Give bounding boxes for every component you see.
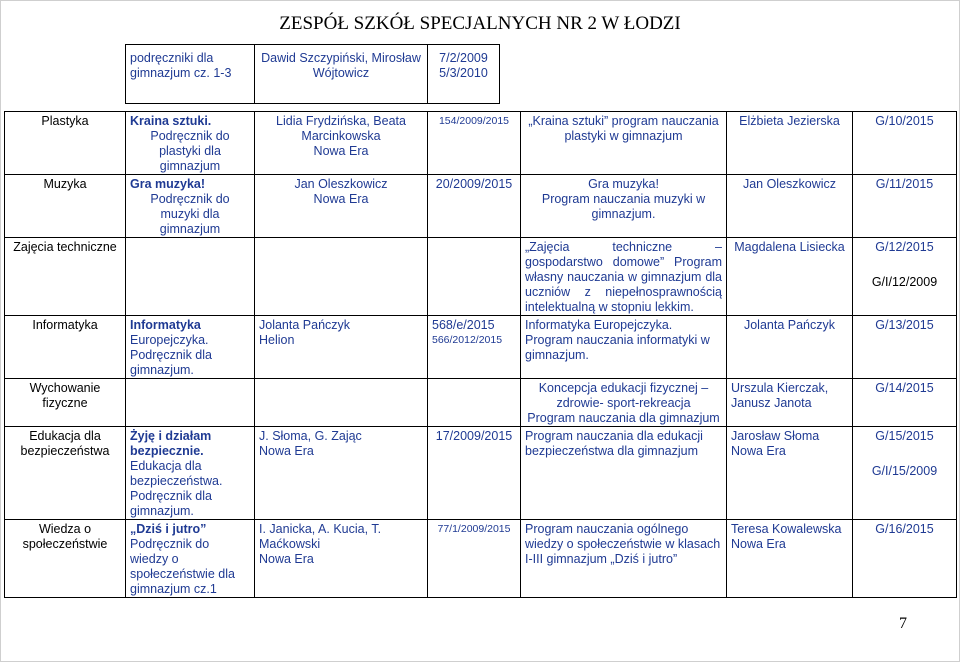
subject-cell: Muzyka [5,175,126,238]
top-fragment-table [125,44,500,104]
dates-cell: 7/2/2009 5/3/2010 [428,45,500,104]
book-cell: Gra muzyka! Podręcznik do muzyki dla gimnazjum [126,175,255,238]
table-row [5,316,957,379]
code-cell: G/11/2015 [853,175,957,238]
program-number-cell: 568/e/2015 566/2012/2015 [428,316,521,379]
table-row [5,520,957,598]
teacher-cell: Jolanta Pańczyk [727,316,853,379]
teacher-cell: Magdalena Lisiecka [727,238,853,316]
subject-cell: Wiedza o społeczeństwie [5,520,126,598]
teacher-cell: Elżbieta Jezierska [727,112,853,175]
table-row [5,175,957,238]
book-cell: Żyję i działam bezpiecznie. Edukacja dla bezpieczeństwa. Podręcznik dla gimnazjum. [126,427,255,520]
book-cell [126,238,255,316]
authors-cell: Dawid Szczypiński, Mirosław Wójtowicz [255,45,428,104]
program-cell: Koncepcja edukacji fizycznej – zdrowie- sport-rekreacja Program nauczania dla gimnazjum [521,379,727,427]
program-cell: „Kraina sztuki” program nauczania plastyki w gimnazjum [521,112,727,175]
programs-table [4,111,957,598]
code-cell: G/14/2015 [853,379,957,427]
teacher-cell: Jan Oleszkowicz [727,175,853,238]
teacher-cell: Jarosław Słoma Nowa Era [727,427,853,520]
authors-cell: Jolanta Pańczyk Helion [255,316,428,379]
authors-cell [255,238,428,316]
book-cell: Kraina sztuki. Podręcznik do plastyki dla gimnazjum [126,112,255,175]
table-row [126,45,500,104]
program-cell: Program nauczania dla edukacji bezpieczeństwa dla gimnazjum [521,427,727,520]
page-number: 7 [899,615,907,632]
page-title: ZESPÓŁ SZKÓŁ SPECJALNYCH NR 2 W ŁODZI [279,13,681,34]
book-cell [126,379,255,427]
program-number-cell: 154/2009/2015 [428,112,521,175]
table-row [5,238,957,316]
table-row [5,379,957,427]
program-number-cell: 17/2009/2015 [428,427,521,520]
program-cell: Program nauczania ogólnego wiedzy o społeczeństwie w klasach I-III gimnazjum „Dziś i jutro” [521,520,727,598]
code-cell: G/10/2015 [853,112,957,175]
subject-cell: Wychowanie fizyczne [5,379,126,427]
program-number-cell: 77/1/2009/2015 [428,520,521,598]
program-cell: „Zajęcia techniczne – gospodarstwo domowe” Program własny nauczania w gimnazjum dla uczniów z niepełnosprawnością intelektualną w stopniu lekkim. [521,238,727,316]
subject-cell: Informatyka [5,316,126,379]
book-cell: Informatyka Europejczyka. Podręcznik dla gimnazjum. [126,316,255,379]
program-cell: Informatyka Europejczyka. Program nauczania informatyki w gimnazjum. [521,316,727,379]
table-row [5,112,957,175]
teacher-cell: Teresa Kowalewska Nowa Era [727,520,853,598]
program-number-cell [428,379,521,427]
program-number-cell: 20/2009/2015 [428,175,521,238]
code-cell: G/15/2015 G/I/15/2009 [853,427,957,520]
program-cell: Gra muzyka! Program nauczania muzyki w gimnazjum. [521,175,727,238]
authors-cell: Jan Oleszkowicz Nowa Era [255,175,428,238]
authors-cell: Lidia Frydzińska, Beata Marcinkowska Nowa Era [255,112,428,175]
authors-cell [255,379,428,427]
table-row [5,427,957,520]
authors-cell: J. Słoma, G. Zając Nowa Era [255,427,428,520]
subject-cell: Plastyka [5,112,126,175]
teacher-cell: Urszula Kierczak, Janusz Janota [727,379,853,427]
code-cell: G/13/2015 [853,316,957,379]
book-cell: podręczniki dla gimnazjum cz. 1-3 [126,45,255,104]
subject-cell: Edukacja dla bezpieczeństwa [5,427,126,520]
subject-cell: Zajęcia techniczne [5,238,126,316]
program-number-cell [428,238,521,316]
authors-cell: I. Janicka, A. Kucia, T. Maćkowski Nowa Era [255,520,428,598]
book-cell: „Dziś i jutro” Podręcznik do wiedzy o społeczeństwie dla gimnazjum cz.1 [126,520,255,598]
code-cell: G/16/2015 [853,520,957,598]
code-cell: G/12/2015 G/I/12/2009 [853,238,957,316]
